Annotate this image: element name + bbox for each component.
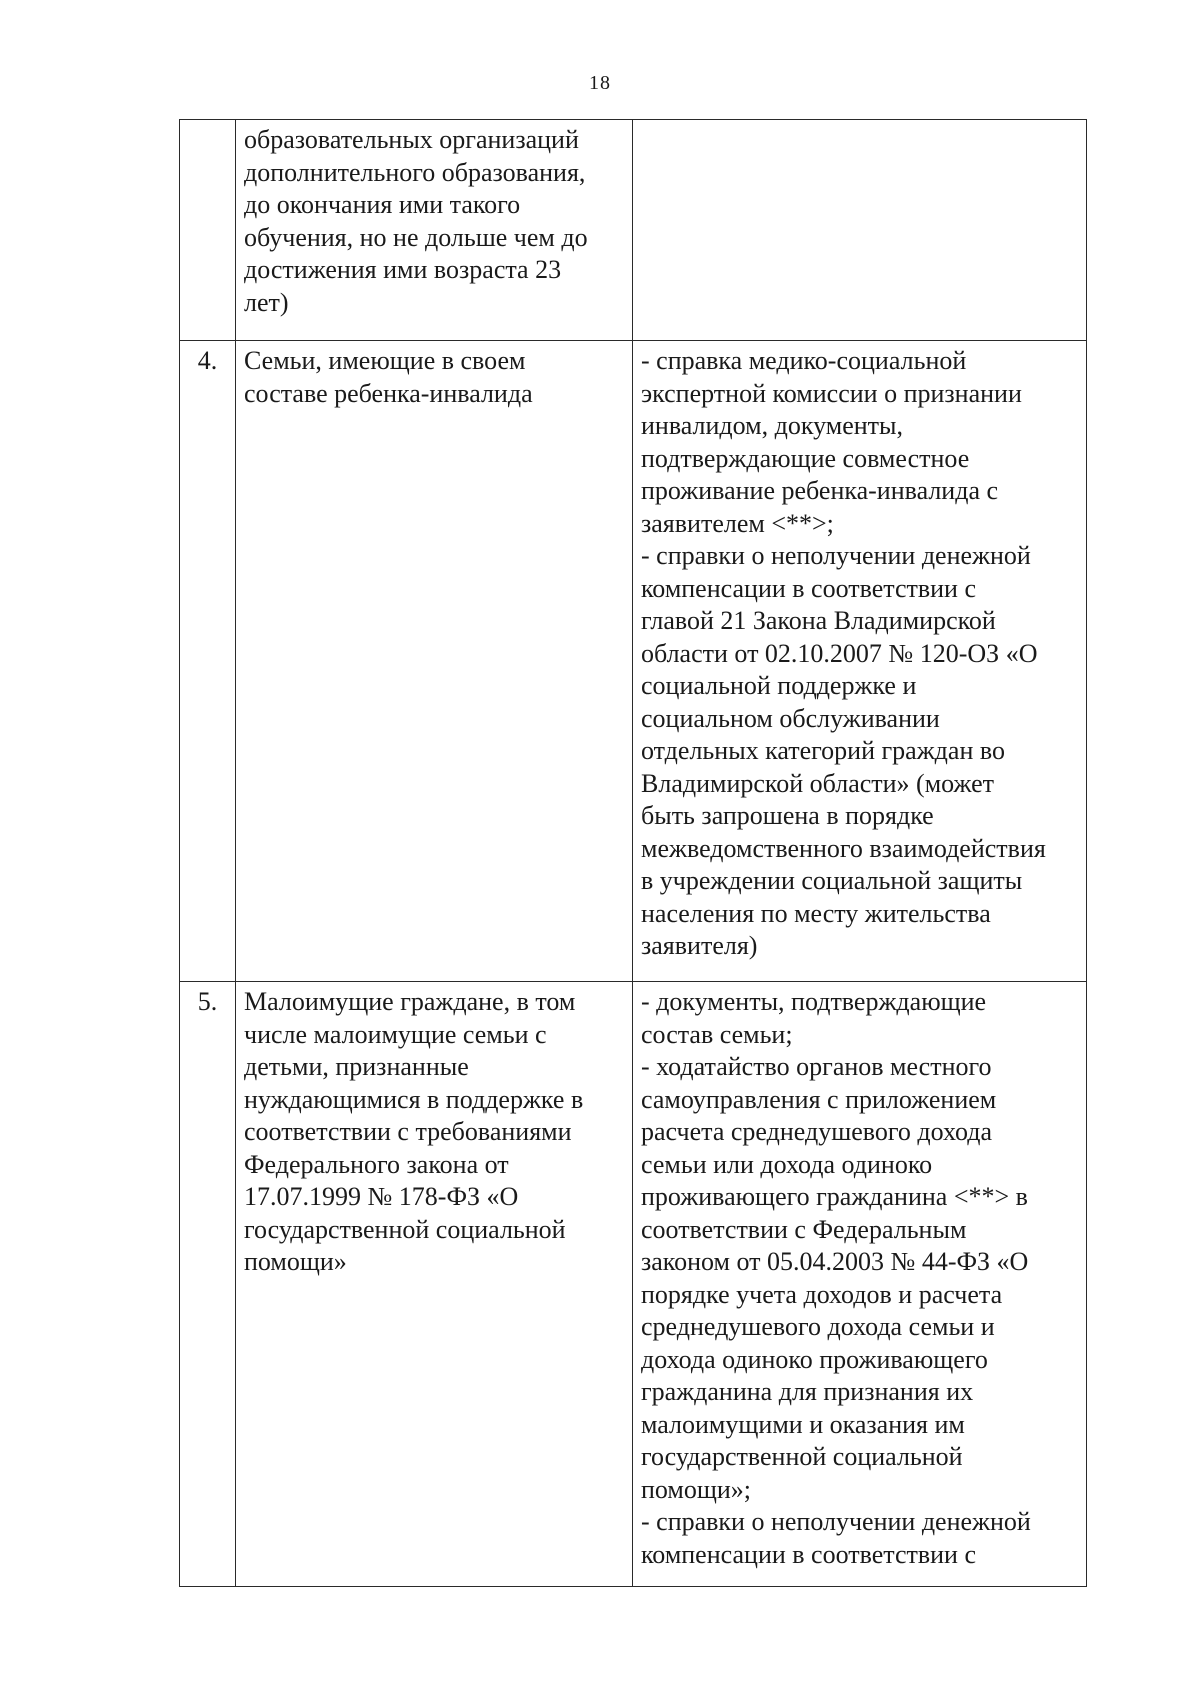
documents-text-line: проживающего гражданина <**> в bbox=[641, 1182, 1028, 1211]
category-text-line: до окончания ими такого bbox=[244, 190, 521, 219]
category-text-line: Малоимущие граждане, в том bbox=[244, 987, 576, 1016]
documents-text-line: - справки о неполучении денежной bbox=[641, 1507, 1031, 1536]
documents-text-line: Владимирской области» (может bbox=[641, 768, 995, 798]
documents-text-line: заявителя) bbox=[641, 931, 758, 960]
row-number-cell bbox=[180, 120, 236, 341]
documents-text-line: государственной социальной bbox=[641, 1442, 963, 1471]
documents-text-line: заявителем <**>; bbox=[641, 508, 834, 538]
table-row bbox=[180, 982, 1087, 1587]
row-number: 5. bbox=[197, 987, 218, 1016]
category-text-line: лет) bbox=[244, 287, 289, 317]
documents-cell bbox=[633, 982, 1087, 1587]
documents-table bbox=[179, 119, 1087, 1587]
documents-text-line: экспертной комиссии о признании bbox=[641, 378, 1022, 408]
category-cell bbox=[236, 341, 633, 982]
documents-text-line: социальной поддержке и bbox=[641, 671, 917, 700]
category-text-line: дополнительного образования, bbox=[244, 157, 586, 187]
documents-text-line: проживание ребенка-инвалида с bbox=[641, 476, 999, 505]
category-text-line: государственной социальной bbox=[244, 1214, 566, 1244]
documents-text-line: - документы, подтверждающие bbox=[641, 987, 987, 1016]
documents-text-line: быть запрошена в порядке bbox=[641, 801, 934, 830]
documents-text-line: компенсации в соответствии с bbox=[641, 1539, 977, 1569]
documents-text-line: - справки о неполучении денежной bbox=[641, 541, 1031, 570]
documents-text-line: помощи»; bbox=[641, 1474, 752, 1504]
category-cell bbox=[236, 120, 633, 341]
category-text-line: детьми, признанные bbox=[244, 1052, 469, 1081]
category-text-line: обучения, но не дольше чем до bbox=[244, 222, 588, 252]
category-text-line: числе малоимущие семьи с bbox=[244, 1019, 547, 1049]
documents-text-line: социальном обслуживании bbox=[641, 703, 940, 733]
category-text-line: образовательных организаций bbox=[244, 125, 579, 154]
documents-text-line: межведомственного взаимодействия bbox=[641, 833, 1046, 863]
page-number: 18 bbox=[589, 72, 611, 94]
documents-cell bbox=[633, 341, 1087, 982]
documents-text-line: самоуправления с приложением bbox=[641, 1084, 997, 1114]
category-cell bbox=[236, 982, 633, 1587]
category-text-line: достижения ими возраста 23 bbox=[244, 255, 562, 284]
documents-text-line: среднедушевого дохода семьи и bbox=[641, 1312, 995, 1341]
documents-text-line: - ходатайство органов местного bbox=[641, 1052, 992, 1081]
documents-text-line: в учреждении социальной защиты bbox=[641, 866, 1023, 895]
documents-text-line: области от 02.10.2007 № 120-ОЗ «О bbox=[641, 638, 1038, 668]
documents-text-line: состав семьи; bbox=[641, 1019, 793, 1049]
documents-text-line: населения по месту жительства bbox=[641, 898, 991, 928]
documents-text-line: законом от 05.04.2003 № 44-ФЗ «О bbox=[641, 1247, 1029, 1276]
documents-text-line: отдельных категорий граждан во bbox=[641, 736, 1005, 765]
row-number-cell bbox=[180, 341, 236, 982]
category-text-line: 17.07.1999 № 178-ФЗ «О bbox=[244, 1182, 519, 1211]
category-text-line: Семьи, имеющие в своем bbox=[244, 346, 526, 375]
documents-text-line: гражданина для признания их bbox=[641, 1377, 974, 1406]
documents-text-line: компенсации в соответствии с bbox=[641, 573, 977, 603]
documents-text-line: порядке учета доходов и расчета bbox=[641, 1279, 1003, 1309]
table-row bbox=[180, 341, 1087, 982]
documents-text-line: подтверждающие совместное bbox=[641, 443, 970, 473]
documents-text-line: дохода одиноко проживающего bbox=[641, 1344, 988, 1374]
documents-text-line: соответствии с Федеральным bbox=[641, 1214, 967, 1244]
row-number: 4. bbox=[197, 346, 218, 375]
table-row bbox=[180, 120, 1087, 341]
category-text-line: составе ребенка-инвалида bbox=[244, 378, 533, 408]
documents-text-line: семьи или дохода одиноко bbox=[641, 1149, 933, 1179]
category-text-line: помощи» bbox=[244, 1247, 347, 1276]
category-text-line: Федерального закона от bbox=[244, 1149, 509, 1179]
documents-cell bbox=[633, 120, 1087, 341]
documents-text-line: главой 21 Закона Владимирской bbox=[641, 606, 996, 635]
documents-text-line: расчета среднедушевого дохода bbox=[641, 1117, 992, 1146]
category-text-line: нуждающимися в поддержке в bbox=[244, 1084, 584, 1114]
documents-text-line: инвалидом, документы, bbox=[641, 411, 903, 440]
category-text-line: соответствии с требованиями bbox=[244, 1117, 572, 1146]
documents-text-line: - справка медико-социальной bbox=[641, 346, 967, 375]
row-number-cell bbox=[180, 982, 236, 1587]
documents-text-line: малоимущими и оказания им bbox=[641, 1409, 965, 1439]
